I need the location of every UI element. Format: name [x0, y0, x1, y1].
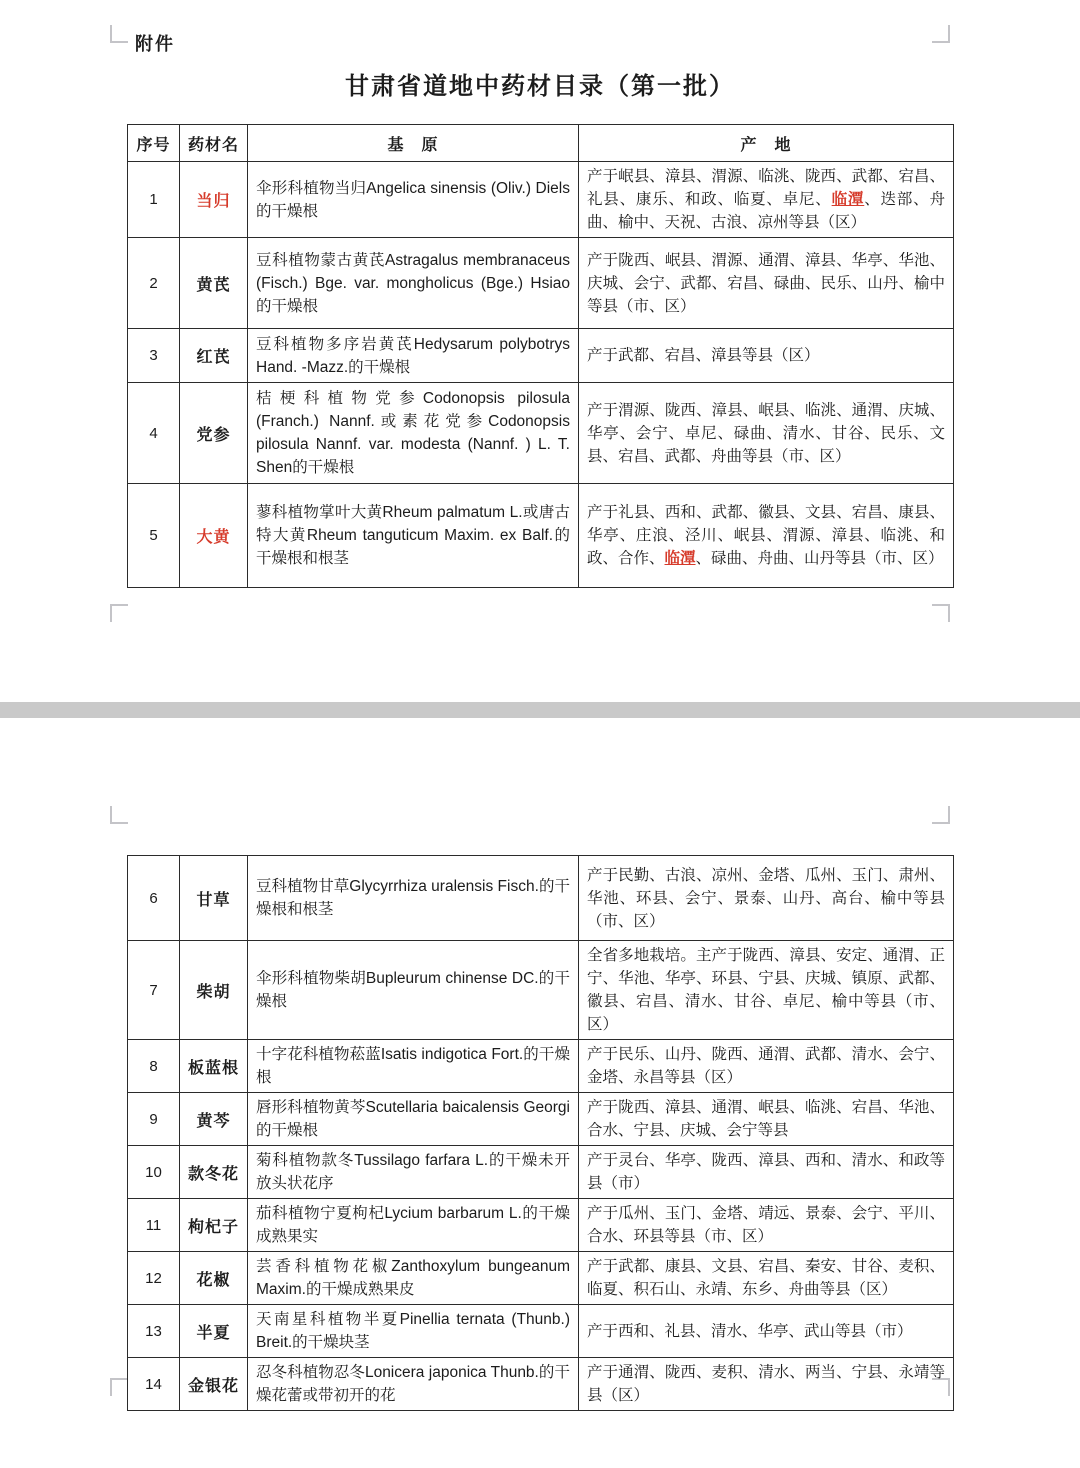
herb-region: 产于礼县、西和、武都、徽县、文县、宕昌、康县、华亭、庄浪、泾川、岷县、渭源、漳县、临洮、和政、合作、临潭、碌曲、舟曲、山丹等县（市、区）	[579, 484, 954, 588]
table-row	[128, 856, 954, 941]
row-number: 6	[128, 856, 180, 941]
herb-region: 产于陇西、漳县、通渭、岷县、临洮、宕昌、华池、合水、宁县、庆城、会宁等县	[579, 1093, 954, 1146]
row-number: 11	[128, 1199, 180, 1252]
herb-origin: 天南星科植物半夏Pinellia ternata (Thunb.) Breit.的干燥块茎	[248, 1305, 579, 1358]
row-number: 3	[128, 329, 180, 383]
column-header-name: 药材名	[180, 125, 248, 162]
row-number: 5	[128, 484, 180, 588]
herb-name: 柴胡	[180, 941, 248, 1040]
herb-origin: 十字花科植物菘蓝Isatis indigotica Fort.的干燥根	[248, 1040, 579, 1093]
page-break-divider	[0, 702, 1080, 718]
herb-region: 产于岷县、漳县、渭源、临洮、陇西、武都、宕昌、礼县、康乐、和政、临夏、卓尼、临潭、迭部、舟曲、榆中、天祝、古浪、凉州等县（区）	[579, 162, 954, 238]
herb-name: 花椒	[180, 1252, 248, 1305]
herb-origin: 茄科植物宁夏枸杞Lycium barbarum L.的干燥成熟果实	[248, 1199, 579, 1252]
row-number: 9	[128, 1093, 180, 1146]
margin-mark-icon	[110, 1378, 128, 1396]
herb-region: 产于通渭、陇西、麦积、清水、两当、宁县、永靖等县（区）	[579, 1358, 954, 1411]
herb-origin: 菊科植物款冬Tussilago farfara L.的干燥未开放头状花序	[248, 1146, 579, 1199]
attachment-label: 附件	[135, 34, 175, 54]
herb-region: 产于民勤、古浪、凉州、金塔、瓜州、玉门、肃州、华池、环县、会宁、景泰、山丹、高台、榆中等县（市、区）	[579, 856, 954, 941]
herb-name: 甘草	[180, 856, 248, 941]
herb-name: 黄芪	[180, 238, 248, 329]
row-number: 13	[128, 1305, 180, 1358]
table-row	[128, 1093, 954, 1146]
herb-name: 枸杞子	[180, 1199, 248, 1252]
herb-name: 黄芩	[180, 1093, 248, 1146]
herb-name: 党参	[180, 383, 248, 484]
table-header-row	[128, 125, 954, 162]
herb-name: 大黄	[180, 484, 248, 588]
column-header-origin: 基 原	[248, 125, 579, 162]
row-number: 1	[128, 162, 180, 238]
herb-region: 产于渭源、陇西、漳县、岷县、临洮、通渭、庆城、华亭、会宁、卓尼、碌曲、清水、甘谷、民乐、文县、宕昌、武都、舟曲等县（市、区）	[579, 383, 954, 484]
table-row	[128, 1199, 954, 1252]
herb-name: 当归	[180, 162, 248, 238]
herb-region: 产于武都、康县、文县、宕昌、秦安、甘谷、麦积、临夏、积石山、永靖、东乡、舟曲等县（区）	[579, 1252, 954, 1305]
herb-region: 产于武都、宕昌、漳县等县（区）	[579, 329, 954, 383]
table-row	[128, 383, 954, 484]
herb-catalog-table-page1	[127, 124, 954, 588]
margin-mark-icon	[932, 806, 950, 824]
table-row	[128, 1358, 954, 1411]
herb-name: 红芪	[180, 329, 248, 383]
herb-origin: 伞形科植物当归Angelica sinensis (Oliv.) Diels的干燥根	[248, 162, 579, 238]
table-row	[128, 484, 954, 588]
herb-origin: 伞形科植物柴胡Bupleurum chinense DC.的干燥根	[248, 941, 579, 1040]
table-row	[128, 1146, 954, 1199]
row-number: 8	[128, 1040, 180, 1093]
column-header-no: 序号	[128, 125, 180, 162]
herb-region: 产于民乐、山丹、陇西、通渭、武都、清水、会宁、金塔、永昌等县（区）	[579, 1040, 954, 1093]
herb-name: 金银花	[180, 1358, 248, 1411]
herb-origin: 唇形科植物黄芩Scutellaria baicalensis Georgi的干燥根	[248, 1093, 579, 1146]
margin-mark-icon	[110, 806, 128, 824]
row-number: 14	[128, 1358, 180, 1411]
herb-region: 产于瓜州、玉门、金塔、靖远、景泰、会宁、平川、合水、环县等县（市、区）	[579, 1199, 954, 1252]
herb-origin: 忍冬科植物忍冬Lonicera japonica Thunb.的干燥花蕾或带初开的花	[248, 1358, 579, 1411]
herb-region: 产于陇西、岷县、渭源、通渭、漳县、华亭、华池、庆城、会宁、武都、宕昌、碌曲、民乐、山丹、榆中等县（市、区）	[579, 238, 954, 329]
herb-name: 款冬花	[180, 1146, 248, 1199]
margin-mark-icon	[932, 25, 950, 43]
herb-origin: 豆科植物蒙古黄芪Astragalus membranaceus (Fisch.) Bge. var. mongholicus (Bge.) Hsiao的干燥根	[248, 238, 579, 329]
herb-origin: 蓼科植物掌叶大黄Rheum palmatum L.或唐古特大黄Rheum tanguticum Maxim. ex Balf.的干燥根和根茎	[248, 484, 579, 588]
table-row	[128, 162, 954, 238]
row-number: 7	[128, 941, 180, 1040]
table-row	[128, 238, 954, 329]
herb-origin: 桔梗科植物党参Codonopsis pilosula (Franch.) Nannf.或素花党参Codonopsis pilosula Nannf. var. modesta (Nannf. ) L. T. Shen的干燥根	[248, 383, 579, 484]
row-number: 4	[128, 383, 180, 484]
herb-origin: 豆科植物甘草Glycyrrhiza uralensis Fisch.的干燥根和根茎	[248, 856, 579, 941]
table-row	[128, 329, 954, 383]
table-row	[128, 1305, 954, 1358]
herb-origin: 豆科植物多序岩黄芪Hedysarum polybotrys Hand. -Mazz.的干燥根	[248, 329, 579, 383]
herb-region: 全省多地栽培。主产于陇西、漳县、安定、通渭、正宁、华池、华亭、环县、宁县、庆城、镇原、武都、徽县、宕昌、清水、甘谷、卓尼、榆中等县（市、区）	[579, 941, 954, 1040]
table-row	[128, 1252, 954, 1305]
herb-name: 板蓝根	[180, 1040, 248, 1093]
column-header-region: 产 地	[579, 125, 954, 162]
margin-mark-icon	[110, 25, 128, 43]
page-title: 甘肃省道地中药材目录（第一批）	[345, 73, 735, 100]
row-number: 12	[128, 1252, 180, 1305]
table-row	[128, 1040, 954, 1093]
row-number: 10	[128, 1146, 180, 1199]
margin-mark-icon	[932, 604, 950, 622]
herb-region: 产于西和、礼县、清水、华亭、武山等县（市）	[579, 1305, 954, 1358]
herb-catalog-table-page2	[127, 855, 954, 1411]
row-number: 2	[128, 238, 180, 329]
herb-region: 产于灵台、华亭、陇西、漳县、西和、清水、和政等县（市）	[579, 1146, 954, 1199]
herb-name: 半夏	[180, 1305, 248, 1358]
herb-origin: 芸香科植物花椒Zanthoxylum bungeanum Maxim.的干燥成熟果皮	[248, 1252, 579, 1305]
table-row	[128, 941, 954, 1040]
margin-mark-icon	[110, 604, 128, 622]
